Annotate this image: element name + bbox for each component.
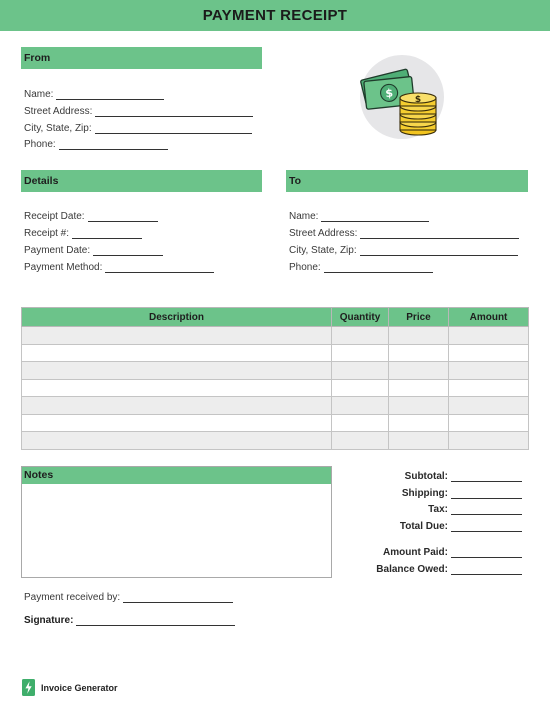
quantity-cell[interactable] [332,327,389,345]
table-row [22,414,529,432]
signature-row [24,613,235,626]
details-header-label: Details [24,175,59,187]
bolt-icon [22,679,35,696]
amount-cell[interactable] [449,414,529,432]
to-name-row [289,209,429,222]
from-name-label: Name: [24,89,54,100]
notes-header-label: Notes [24,469,54,481]
price-cell[interactable] [389,344,449,362]
tax-row [428,502,522,515]
title-bar [0,0,550,31]
price-cell[interactable] [389,397,449,415]
from-phone-row [24,137,168,150]
from-phone-field[interactable] [59,139,168,150]
amount-paid-row [383,545,522,558]
price-cell[interactable] [389,414,449,432]
receipt-date-row [24,209,158,222]
to-city-row [289,243,518,256]
table-row [22,379,529,397]
quantity-header: Quantity [332,308,389,327]
total-due-label: Total Due: [399,521,448,532]
from-street-row [24,104,253,117]
notes-box[interactable] [21,466,332,578]
from-phone-label: Phone: [24,139,56,150]
receipt-number-row [24,226,142,239]
to-street-label: Street Address: [289,228,358,239]
total-due-field[interactable] [451,521,522,532]
price-cell[interactable] [389,362,449,380]
shipping-field[interactable] [451,488,522,499]
price-cell[interactable] [389,379,449,397]
amount-cell[interactable] [449,362,529,380]
amount-paid-field[interactable] [451,547,522,558]
payment-method-row [24,260,214,273]
shipping-label: Shipping: [401,488,448,499]
receipt-date-label: Receipt Date: [24,211,85,222]
tax-field[interactable] [451,504,522,515]
tax-label: Tax: [428,504,448,515]
from-street-field[interactable] [95,106,253,117]
payment-date-row [24,243,163,256]
description-cell[interactable] [22,414,332,432]
amount-cell[interactable] [449,432,529,450]
amount-cell[interactable] [449,397,529,415]
table-row [22,432,529,450]
from-name-field[interactable] [56,89,164,100]
description-cell[interactable] [22,379,332,397]
details-header [21,170,262,192]
payment-date-field[interactable] [93,245,163,256]
quantity-cell[interactable] [332,362,389,380]
svg-text:$: $ [414,95,422,105]
to-city-label: City, State, Zip: [289,245,357,256]
to-header-label: To [289,175,302,187]
amount-paid-label: Amount Paid: [383,547,448,558]
cash-and-coins-icon [354,52,450,142]
description-cell[interactable] [22,362,332,380]
receipt-date-field[interactable] [88,211,158,222]
from-city-label: City, State, Zip: [24,123,92,134]
to-street-field[interactable] [360,228,519,239]
to-city-field[interactable] [360,245,518,256]
from-header [21,47,262,69]
table-row [22,397,529,415]
payment-received-field[interactable] [123,592,233,603]
amount-cell[interactable] [449,327,529,345]
from-city-field[interactable] [95,123,252,134]
payment-date-label: Payment Date: [24,245,91,256]
brand-footer [22,679,118,696]
description-cell[interactable] [22,432,332,450]
quantity-cell[interactable] [332,344,389,362]
description-cell[interactable] [22,397,332,415]
balance-owed-label: Balance Owed: [376,564,448,575]
amount-cell[interactable] [449,344,529,362]
description-cell[interactable] [22,327,332,345]
price-cell[interactable] [389,327,449,345]
amount-header: Amount [449,308,529,327]
description-cell[interactable] [22,344,332,362]
items-table [21,307,529,450]
subtotal-label: Subtotal: [404,471,448,482]
subtotal-row [405,469,522,482]
subtotal-field[interactable] [451,471,522,482]
quantity-cell[interactable] [332,397,389,415]
notes-text [22,487,331,491]
to-name-field[interactable] [321,211,429,222]
from-header-label: From [24,52,51,64]
quantity-cell[interactable] [332,432,389,450]
balance-owed-row [376,562,522,575]
payment-method-field[interactable] [105,262,214,273]
table-row [22,344,529,362]
price-cell[interactable] [389,432,449,450]
from-name-row [24,87,164,100]
shipping-row [402,486,522,499]
payment-received-label: Payment received by: [24,592,121,603]
table-row [22,362,529,380]
receipt-number-label: Receipt #: [24,228,70,239]
svg-text:$: $ [384,86,394,101]
to-phone-row [289,260,433,273]
table-header-row [22,308,529,327]
receipt-number-field[interactable] [72,228,142,239]
price-header: Price [389,308,449,327]
signature-field[interactable] [76,615,235,626]
payment-received-row [24,590,233,603]
description-header: Description [22,308,332,327]
to-phone-field[interactable] [324,262,433,273]
to-header [286,170,528,192]
amount-cell[interactable] [449,379,529,397]
balance-owed-field[interactable] [451,564,522,575]
brand-name: Invoice Generator [41,682,118,693]
table-row [22,327,529,345]
from-street-label: Street Address: [24,106,93,117]
money-illustration [354,52,450,142]
to-street-row [289,226,519,239]
quantity-cell[interactable] [332,379,389,397]
from-city-row [24,121,252,134]
to-phone-label: Phone: [289,262,321,273]
payment-method-label: Payment Method: [24,262,103,273]
quantity-cell[interactable] [332,414,389,432]
total-due-row [400,519,522,532]
page-title: PAYMENT RECEIPT [202,7,348,24]
to-name-label: Name: [289,211,319,222]
signature-label: Signature: [24,615,74,626]
